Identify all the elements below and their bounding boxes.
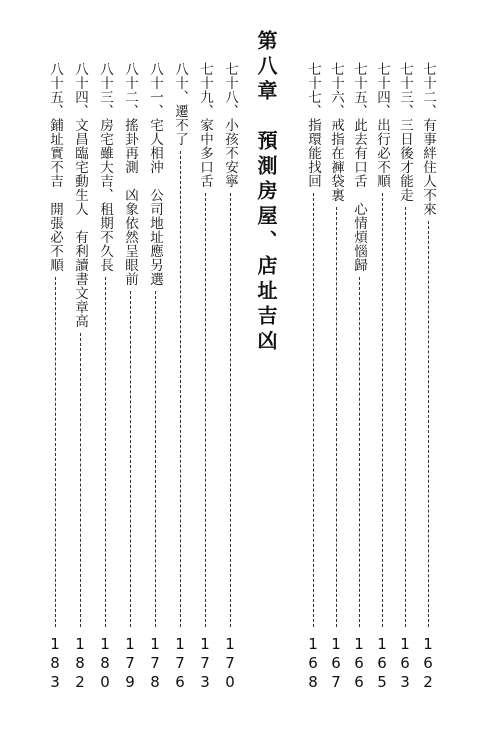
toc-entry-page: 176 xyxy=(171,635,189,692)
dot-leader xyxy=(336,207,337,627)
toc-entry-title: 八十、遷不了 xyxy=(172,62,188,146)
toc-entry-title: 七十六、戒指在褲袋裏 xyxy=(328,62,344,202)
toc-entry-title: 八十三、房宅雖大吉、租期不久長 xyxy=(97,62,113,272)
dot-leader xyxy=(230,193,231,627)
dot-leader xyxy=(130,291,131,627)
dot-leader xyxy=(359,277,360,627)
toc-entry-page: 165 xyxy=(373,635,391,692)
toc-entry-title: 七十三、三日後才能走 xyxy=(397,62,413,202)
toc-entry-page: 173 xyxy=(196,635,214,692)
dot-leader xyxy=(405,207,406,627)
toc-entry-page: 182 xyxy=(71,635,89,692)
toc-entry xyxy=(93,62,117,692)
toc-entry-page: 183 xyxy=(46,635,64,692)
toc-entry-title: 八十一、宅人相沖 公司地址應另選 xyxy=(147,62,163,286)
toc-entry-page: 166 xyxy=(350,635,368,692)
toc-entry-page: 163 xyxy=(396,635,414,692)
toc-entry xyxy=(118,62,142,692)
toc-entry-title: 七十九、家中多口舌 xyxy=(197,62,213,188)
toc-entry-page: 178 xyxy=(146,635,164,692)
dot-leader xyxy=(382,193,383,627)
toc-entry-title: 八十二、搖卦再測 凶象依然呈眼前 xyxy=(122,62,138,286)
toc-entry-title: 七十七、指環能找回 xyxy=(305,62,321,188)
toc-entry-page: 162 xyxy=(419,635,437,692)
toc-entry xyxy=(218,62,242,692)
toc-entry-page: 168 xyxy=(304,635,322,692)
toc-entry xyxy=(416,62,440,692)
toc-entry xyxy=(193,62,217,692)
toc-entry-page: 180 xyxy=(96,635,114,692)
toc-entry-page: 167 xyxy=(327,635,345,692)
toc-entry xyxy=(43,62,67,692)
toc-entry-title: 七十四、出行必不順 xyxy=(374,62,390,188)
dot-leader xyxy=(55,277,56,627)
toc-entry xyxy=(324,62,348,692)
toc-entry xyxy=(168,62,192,692)
toc-entry xyxy=(301,62,325,692)
dot-leader xyxy=(105,277,106,627)
toc-entry xyxy=(68,62,92,692)
toc-entry-page: 170 xyxy=(221,635,239,692)
dot-leader xyxy=(313,193,314,627)
toc-entry xyxy=(370,62,394,692)
toc-entry-title: 八十五、鋪址實不吉 開張必不順 xyxy=(47,62,63,272)
chapter-title: 第八章 預測房屋、店址吉凶 xyxy=(254,30,278,355)
dot-leader xyxy=(428,221,429,627)
toc-entry xyxy=(393,62,417,692)
toc-entry xyxy=(143,62,167,692)
toc-entry xyxy=(347,62,371,692)
dot-leader xyxy=(155,291,156,627)
toc-entry-title: 七十八、小孩不安寧 xyxy=(222,62,238,188)
dot-leader xyxy=(80,333,81,627)
toc-entry-title: 七十二、有事絆住人不來 xyxy=(420,62,436,216)
toc-entry-title: 八十四、文昌臨宅動生人 有利讀書文章高 xyxy=(72,62,88,328)
toc-entry-page: 179 xyxy=(121,635,139,692)
dot-leader xyxy=(180,151,181,627)
toc-entry-title: 七十五、此去有口舌 心情煩惱歸 xyxy=(351,62,367,272)
dot-leader xyxy=(205,193,206,627)
